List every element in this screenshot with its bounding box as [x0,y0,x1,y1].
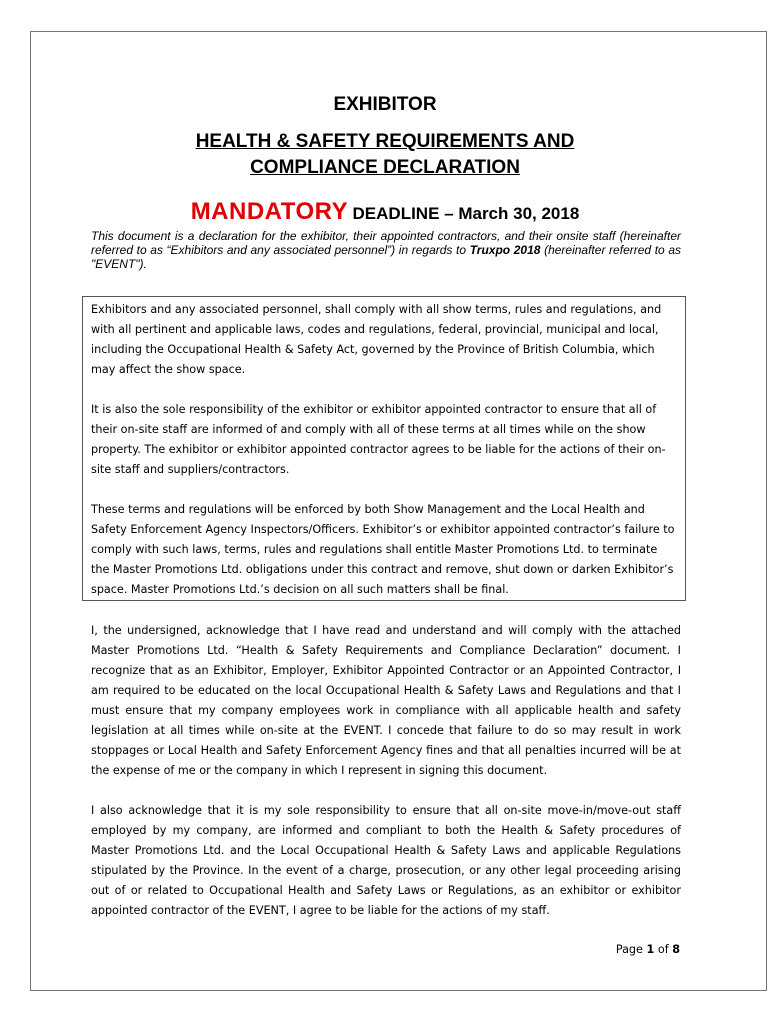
of-label: of [657,943,669,956]
terms-paragraph-2: It is also the sole responsibility of the exhibitor or exhibitor appointed contractor to ensure that all of their on-site staff are informed of and comply with all of these terms at all times while on the show property. The exhibitor or exhibitor appointed contractor agrees to be liable for the actions of their on-site staff and suppliers/contractors. [91,403,666,476]
terms-box [82,296,686,601]
document-subtitle-line2: COMPLIANCE DECLARATION [250,157,520,178]
total-pages: 8 [672,943,680,956]
document-subtitle-line1: HEALTH & SAFETY REQUIREMENTS AND [195,131,575,152]
intro-part2: (hereinafter referred to as "EVENT"). [91,243,681,271]
deadline-text: DEADLINE – March 30, 2018 [352,204,580,223]
event-name: Truxpo 2018 [469,243,541,257]
terms-paragraph-3: These terms and regulations will be enforced by both Show Management and the Local Health and Safety Enforcement Agency Inspectors/Officers. Exhibitor’s or exhibitor appointed contractor’s failure to comply with such laws, terms, rules and regulations shall entitle Master Promotions Ltd. to terminate the Master Promotions Ltd. obligations under this contract and remove, shut down or darken Exhibitor’s space. Master Promotions Ltd.’s decision on all such matters shall be final. [91,503,675,596]
current-page: 1 [646,943,655,956]
page-label: Page [615,943,643,956]
document-title: EXHIBITOR [333,94,437,115]
acknowledgement-paragraph-1: I, the undersigned, acknowledge that I have read and understand and will comply with the attached Master Promotions Ltd. “Health & Safety Requirements and Compliance Declaration” document. I recognize that as an Exhibitor, Employer, Exhibitor Appointed Contractor or an Appointed Contractor, I am required to be educated on the local Occupational Health & Safety Laws and Regulations and that I must ensure that my company employees work in compliance with all applicable health and safety legislation at all times while on-site at the EVENT. I concede that failure to do so may result in work stoppages or Local Health and Safety Enforcement Agency fines and that all penalties incurred will be at the expense of me or the company in which I represent in signing this document. [91,624,681,777]
acknowledgement-paragraph-2: I also acknowledge that it is my sole responsibility to ensure that all on-site move-in/move-out staff employed by my company, are informed and compliant to both the Health & Safety procedures of Master Promotions Ltd. and the Local Occupational Health & Safety Laws and applicable Regulations stipulated by the Province. In the event of a charge, prosecution, or any other legal proceeding arising out of or related to Occupational Health and Safety Laws or Regulations, as an exhibitor or exhibitor appointed contractor of the EVENT, I agree to be liable for the actions of my staff. [91,804,681,917]
mandatory-label: MANDATORY [190,198,349,225]
deadline-line [0,198,770,226]
intro-paragraph [91,229,681,271]
acknowledgement-section [91,621,681,941]
page-number [560,943,680,956]
terms-paragraph-1: Exhibitors and any associated personnel, shall comply with all show terms, rules and regulations, and with all pertinent and applicable laws, codes and regulations, federal, provincial, municipal and local, including the Occupational Health & Safety Act, governed by the Province of British Columbia, which may affect the show space. [91,303,662,376]
intro-part1: This document is a declaration for the exhibitor, their appointed contractors, and their onsite staff (hereinafter referred to as “Exhibitors and any associated personnel”) in regards to [91,229,681,257]
